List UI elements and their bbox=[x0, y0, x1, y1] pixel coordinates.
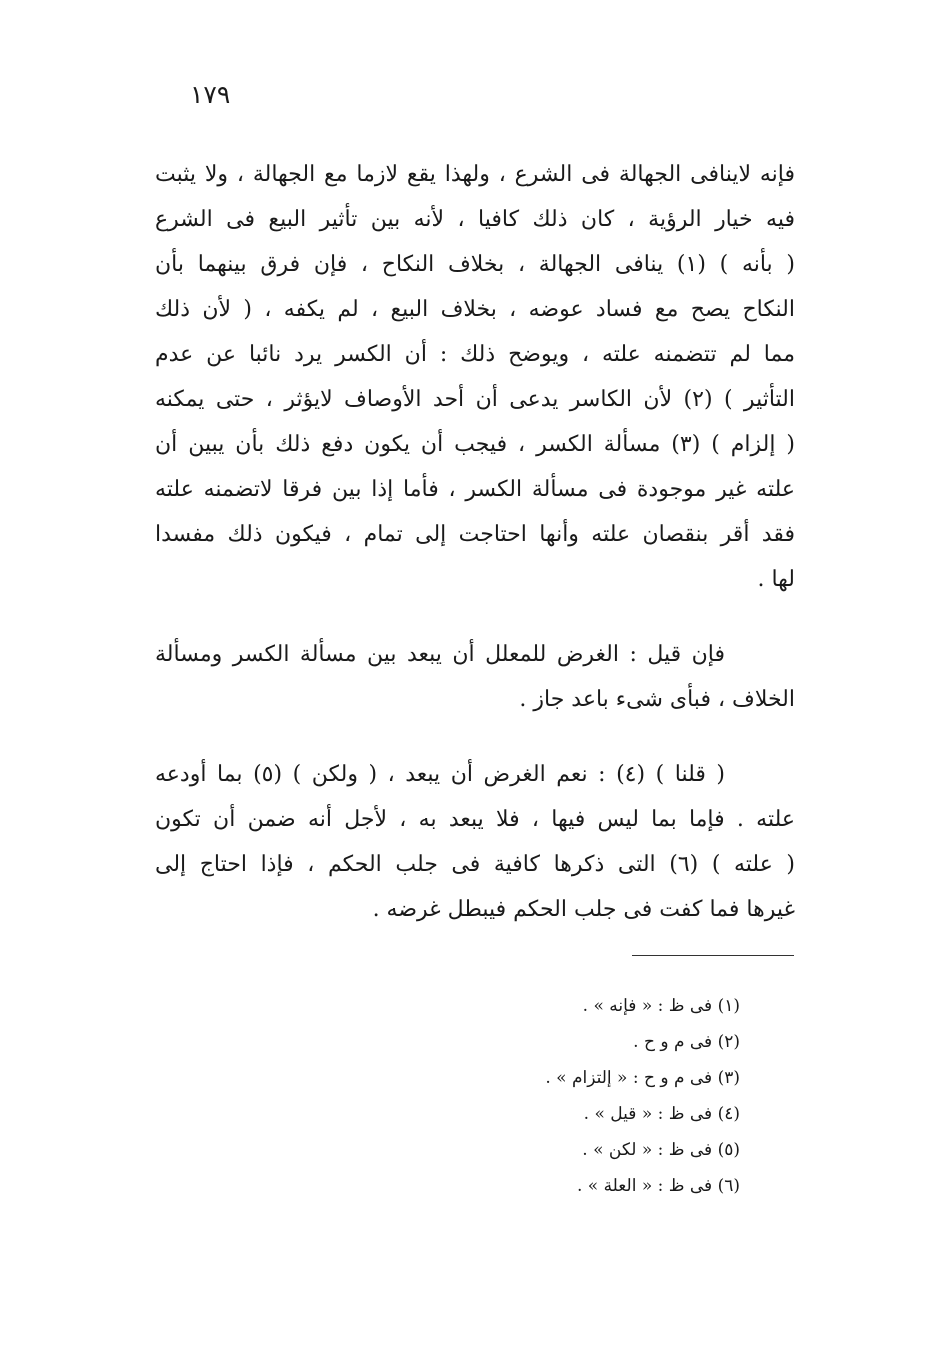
footnote: (٤) فى ظ : « قيل » . bbox=[583, 1104, 740, 1124]
footnote-divider bbox=[632, 955, 794, 956]
text-line: علته غير موجودة فى مسألة الكسر ، فأما إذا بين فرقا لاتضمنه علته bbox=[155, 477, 795, 502]
text-line: فقد أقر بنقصان علته وأنها احتاجت إلى تمام ، فيكون ذلك مفسدا bbox=[155, 522, 795, 547]
text-line: ( إلزام ) (٣) مسألة الكسر ، فيجب أن يكون دفع ذلك بأن يبين أن bbox=[155, 432, 795, 457]
text-line: التأثير ) (٢) لأن الكاسر يدعى أن أحد الأوصاف لايؤثر ، حتى يمكنه bbox=[155, 387, 795, 412]
text-line: فيه خيار الرؤية ، كان ذلك كافيا ، لأنه بين تأثير البيع فى الشرع bbox=[155, 207, 795, 232]
text-line: لها . bbox=[757, 567, 795, 592]
text-line: مما لم تتضمنه علته ، ويوضح ذلك : أن الكسر يرد نائبا عن عدم bbox=[155, 342, 795, 367]
footnote: (٥) فى ظ : « لكن » . bbox=[582, 1140, 740, 1160]
text-line: علته . فإما بما ليس فيها ، فلا يبعد به ، لأجل أنه ضمن أن تكون bbox=[155, 807, 795, 832]
page-number: ١٧٩ bbox=[190, 80, 231, 109]
footnote: (٢) فى م و ح . bbox=[633, 1032, 740, 1052]
text-line: النكاح يصح مع فساد عوضه ، بخلاف البيع ، لم يكفه ، ( لأن ذلك bbox=[155, 297, 795, 322]
footnotes bbox=[440, 988, 740, 1204]
footnote: (٣) فى م و ح : « إلتزام » . bbox=[545, 1068, 740, 1088]
text-line: فإنه لاينافى الجهالة فى الشرع ، ولهذا يقع لازما مع الجهالة ، ولا يثبت bbox=[155, 162, 795, 187]
paragraph-gap bbox=[155, 722, 795, 752]
text-line: ( قلنا ) (٤) : نعم الغرض أن يبعد ، ( ولكن ) (٥) بما أودعه bbox=[155, 762, 726, 787]
footnote: (١) فى ظ : « فإنه » . bbox=[582, 996, 740, 1016]
text-line: ( علته ) (٦) التى ذكرها كافية فى جلب الحكم ، فإذا احتاج إلى bbox=[155, 852, 795, 877]
paragraph-gap bbox=[155, 602, 795, 632]
text-line: غيرها فما كفت فى جلب الحكم فيبطل غرضه . bbox=[372, 897, 795, 922]
text-line: الخلاف ، فبأى شىء باعد جاز . bbox=[519, 687, 795, 712]
text-line: فإن قيل : الغرض للمعلل أن يبعد بين مسألة الكسر ومسألة bbox=[155, 642, 725, 667]
main-text bbox=[155, 152, 795, 932]
footnote: (٦) فى ظ : « العلة » . bbox=[576, 1176, 740, 1196]
text-line: ( بأنه ) (١) ينافى الجهالة ، بخلاف النكاح ، فإن فرق بينهما بأن bbox=[155, 252, 795, 277]
